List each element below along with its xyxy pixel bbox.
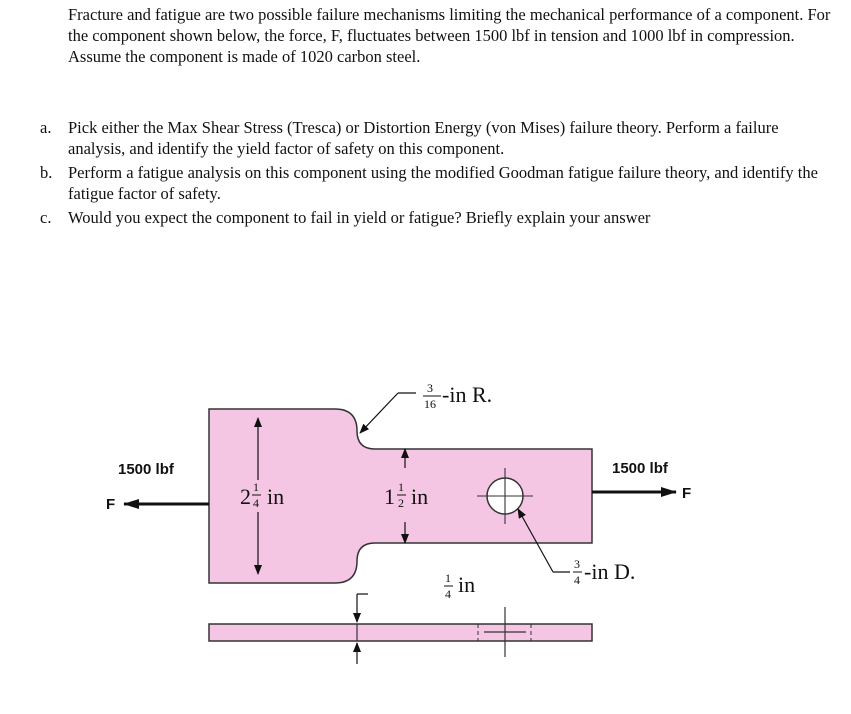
- svg-text:4: 4: [253, 496, 259, 510]
- svg-text:1: 1: [384, 484, 395, 509]
- problem-intro: Fracture and fatigue are two possible failure mechanisms limiting the mechanical performance of a component. For the component shown below, the force, F, fluctuates between 1500 lbf in tension and 1000 lbf in compression. Assume the component is made of 1020 carbon steel.: [68, 5, 831, 66]
- svg-text:in: in: [411, 484, 429, 509]
- side-view: [209, 607, 592, 657]
- force-left-symbol: F: [106, 496, 116, 513]
- svg-text:-in D.: -in D.: [584, 559, 636, 584]
- dim-hole-label: [573, 557, 635, 587]
- svg-text:16: 16: [424, 397, 436, 411]
- svg-text:3: 3: [574, 557, 580, 571]
- svg-text:in: in: [267, 484, 285, 509]
- svg-text:in: in: [458, 572, 476, 597]
- svg-text:4: 4: [574, 573, 580, 587]
- svg-text:2: 2: [398, 496, 404, 510]
- question-text: Pick either the Max Shear Stress (Tresca) or Distortion Energy (von Mises) failure theory. Perform a failure analysis, and identify the yield factor of safety on this component.: [68, 118, 779, 158]
- svg-text:3: 3: [427, 381, 433, 395]
- svg-text:2: 2: [240, 484, 251, 509]
- svg-text:1: 1: [253, 480, 259, 494]
- question-marker: b.: [40, 163, 53, 182]
- svg-text:4: 4: [445, 587, 451, 601]
- svg-text:1: 1: [445, 571, 451, 585]
- dim-radius-label: [423, 381, 492, 411]
- question-text: Perform a fatigue analysis on this component using the modified Goodman fatigue failure theory, and identify the fatigue factor of safety.: [68, 163, 818, 203]
- radius-leader: [360, 393, 416, 433]
- question-marker: a.: [40, 118, 52, 137]
- svg-text:-in R.: -in R.: [442, 382, 493, 407]
- question-marker: c.: [40, 208, 52, 227]
- question-text: Would you expect the component to fail in yield or fatigue? Briefly explain your answer: [68, 208, 651, 227]
- svg-text:1: 1: [398, 480, 404, 494]
- force-right-value: 1500 lbf: [612, 460, 668, 477]
- dim-thickness-label: [444, 571, 475, 601]
- force-left-value: 1500 lbf: [118, 461, 174, 478]
- force-right-symbol: F: [682, 485, 692, 502]
